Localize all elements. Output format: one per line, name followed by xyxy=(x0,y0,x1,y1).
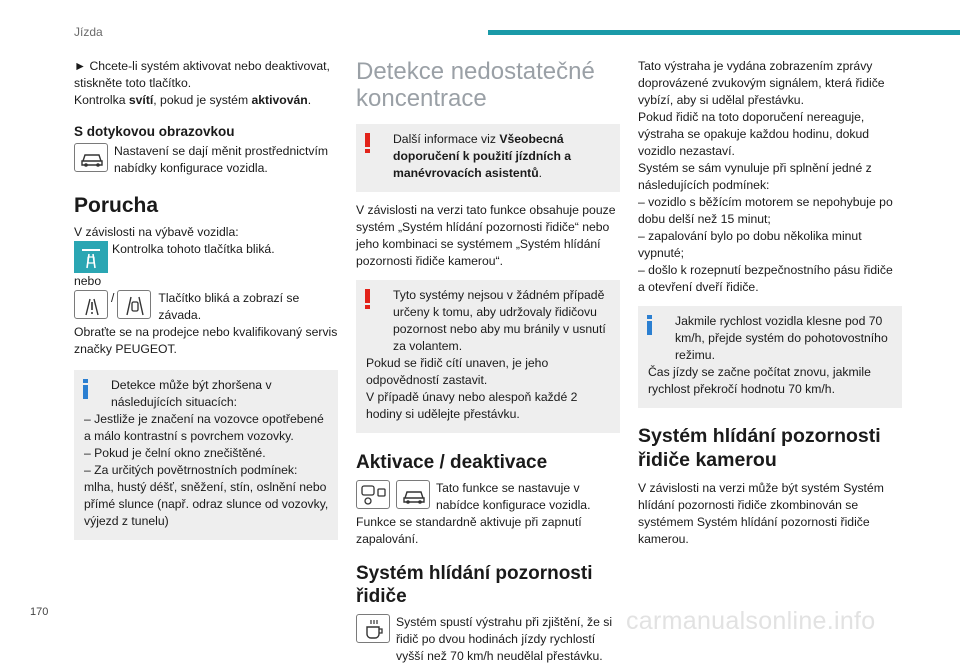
main-title: Detekce nedostatečné koncentrace xyxy=(356,58,595,112)
activation-default: Funkce se standardně aktivuje při zapnutí zapalování. xyxy=(356,515,582,546)
info-box-detection xyxy=(74,370,338,540)
function-description: V závislosti na verzi tato funkce obsahuje pouze systém „Systém hlídání pozornosti řidiče“ nebo jeho kombinaci se systémem „Systém hlídání pozornosti řidiče kamerou“. xyxy=(356,203,616,268)
monitor-row xyxy=(356,614,620,665)
coffee-cup-icon xyxy=(356,614,390,643)
coffee-cup-settings-icon xyxy=(356,480,390,509)
lane-button-icon xyxy=(74,241,108,273)
fault-or: nebo xyxy=(74,274,102,288)
reset-condition-3: – došlo k rozepnutí bezpečnostního pásu řidiče a otevření dveří řidiče. xyxy=(638,263,893,294)
info-speed-text-1: Jakmile rychlost vozidla klesne pod 70 km/h, přejde systém do pohotovostního režimu. xyxy=(675,314,888,362)
column-2 xyxy=(356,58,620,665)
warning-box-general xyxy=(356,124,620,192)
fault-intro: V závislosti na výbavě vozidla: xyxy=(74,225,239,239)
info-speed-text-2: Čas jízdy se začne počítat znovu, jakmile rychlost překročí hodnotu 70 km/h. xyxy=(648,365,871,396)
camera-text: V závislosti na verzi může být systém Systém hlídání pozornosti řidiče zkombinován se systémem Systém hlídání pozornosti řidiče kamerou. xyxy=(638,481,884,546)
lane-car-warning-icon xyxy=(117,290,151,319)
info-detection-item-3: – Za určitých povětrnostních podmínek: mlha, hustý déšť, sněžení, stín, oslnění nebo přímé slunce (např. odraz slunce od vozovky, výjezd z tunelu) xyxy=(84,463,329,528)
monitor-heading: Systém hlídání pozornosti řidiče xyxy=(356,563,593,607)
info-detection-item-1: – Jestliže je značení na vozovce opotřebené a málo kontrastní s povrchem vozovky. xyxy=(84,412,324,443)
fault-slash: / xyxy=(111,291,115,305)
watermark: carmanualsonline.info xyxy=(626,607,876,635)
fault-heading: Porucha xyxy=(74,194,159,217)
car-settings-icon xyxy=(74,143,108,172)
warning-general-text: Další informace viz Všeobecná doporučení k použití jízdních a manévrovacích asistentů. xyxy=(393,132,572,180)
warning-icon xyxy=(365,133,371,158)
info-detection-item-2: – Pokud je čelní okno znečištěné. xyxy=(84,446,266,460)
warning-icon xyxy=(365,289,371,314)
fault-contact: Obraťte se na prodejce nebo kvalifikovaný servis značky PEUGEOT. xyxy=(74,325,338,356)
alert-repeat: Pokud řidič na toto doporučení nereaguje, výstraha se opakuje každou hodinu, dokud vozidlo nezastaví. xyxy=(638,110,870,158)
fault-item-2 xyxy=(74,290,338,324)
fault-item-1-text: Kontrolka tohoto tlačítka bliká. xyxy=(112,242,275,256)
column-1 xyxy=(74,58,338,540)
touch-heading: S dotykovou obrazovkou xyxy=(74,124,235,139)
info-detection-text: Detekce může být zhoršena v následujících situacích: xyxy=(111,378,272,409)
reset-condition-2: – zapalování bylo po dobu několika minut vypnuté; xyxy=(638,229,862,260)
reset-conditions-intro: Systém se sám vynuluje při splnění jedné z následujících podmínek: xyxy=(638,161,872,192)
camera-heading: Systém hlídání pozornosti řidiče kamerou xyxy=(638,425,881,471)
activation-row xyxy=(356,480,620,514)
info-icon xyxy=(647,315,653,340)
touch-text: Nastavení se dají měnit prostřednictvím nabídky konfigurace vozidla. xyxy=(114,144,329,175)
fault-item-1 xyxy=(74,241,338,273)
reset-condition-1: – vozidlo s běžícím motorem se nepohybuje po dobu delší než 15 minut; xyxy=(638,195,893,226)
fault-item-2-text: Tlačítko bliká a zobrazí se závada. xyxy=(158,291,300,322)
warning-box-attention xyxy=(356,280,620,433)
monitor-text: Systém spustí výstrahu při zjištění, že si řidič po dvou hodinách jízdy rychlostí vyšší než 70 km/h neudělal přestávku. xyxy=(396,615,613,663)
activation-text: Tato funkce se nastavuje v nabídce konfigurace vozidla. xyxy=(436,481,591,512)
warning-attention-text-2: Pokud se řidič cítí unaven, je jeho odpovědností zastavit. xyxy=(366,356,549,387)
intro-instruction: ► Chcete-li systém aktivovat nebo deaktivovat, stiskněte toto tlačítko. xyxy=(74,59,330,90)
header-rule xyxy=(488,30,960,35)
page-number: 170 xyxy=(30,606,49,618)
intro-indicator: Kontrolka svítí, pokud je systém aktivován. xyxy=(74,93,312,107)
touch-row xyxy=(74,143,338,177)
section-label: Jízda xyxy=(74,25,103,39)
car-settings-icon xyxy=(396,480,430,509)
warning-attention-text-1: Tyto systémy nejsou v žádném případě určeny k tomu, aby udržovaly řidičovu pozornost nebo aby mu bránily v usnutí za volantem. xyxy=(393,288,606,353)
column-3 xyxy=(638,58,902,548)
info-icon xyxy=(83,379,89,404)
warning-attention-text-3: V případě únavy nebo alespoň každé 2 hodiny si udělejte přestávku. xyxy=(366,390,578,421)
lane-warning-icon xyxy=(74,290,108,319)
info-box-speed xyxy=(638,306,902,408)
alert-description: Tato výstraha je vydána zobrazením zprávy doprovázené zvukovým signálem, která řidiče vybízí, aby si udělal přestávku. xyxy=(638,59,885,107)
activation-heading: Aktivace / deaktivace xyxy=(356,452,548,473)
